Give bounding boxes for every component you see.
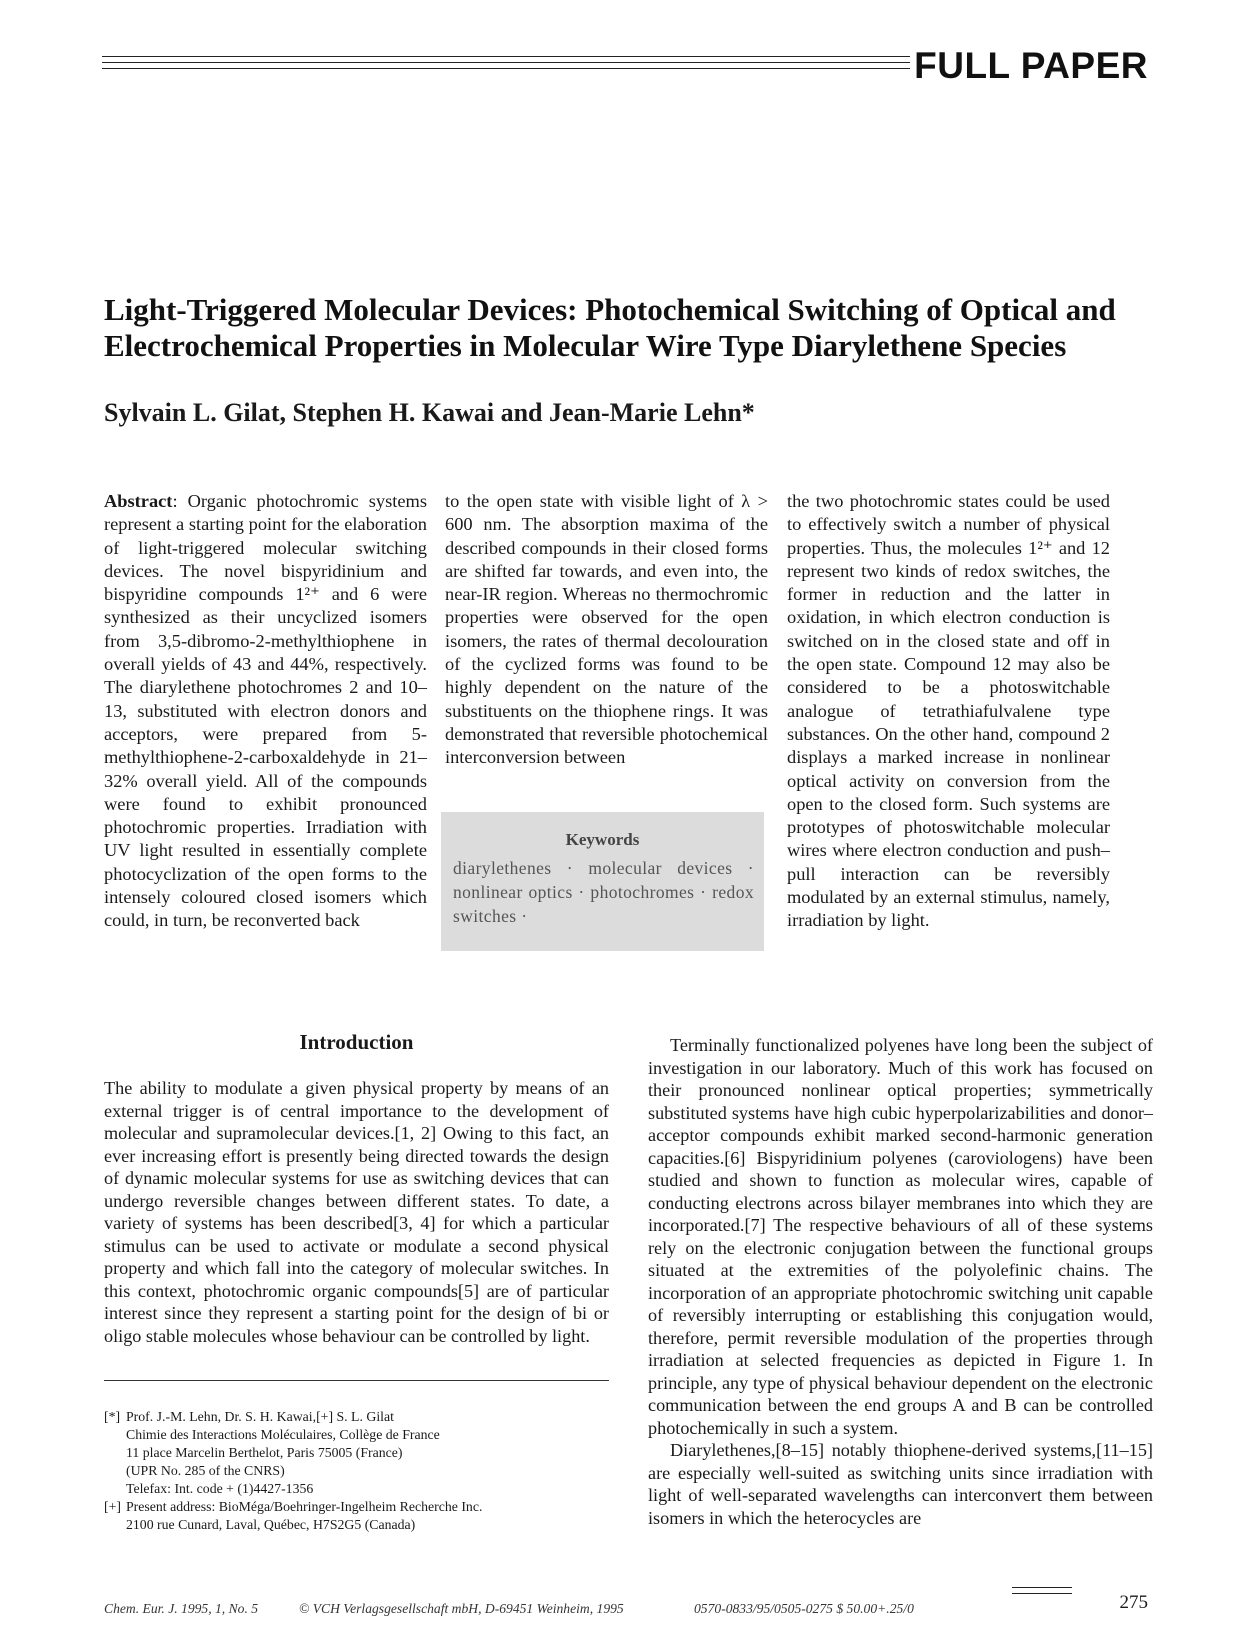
footnote-line: Present address: BioMéga/Boehringer-Ingelheim Recherche Inc.: [126, 1499, 483, 1514]
footnote-rule: [104, 1380, 609, 1381]
footnote-line: 2100 rue Cunard, Laval, Québec, H7S2G5 (Canada): [126, 1517, 416, 1532]
footnote-line: Telefax: Int. code + (1)4427-1356: [126, 1481, 314, 1496]
abstract-text-1: Organic photochromic systems represent a starting point for the elaboration of light-triggered molecular switching devices. The novel bispyridinium and bispyridine compounds 1²⁺ and 6 were synthesized as their uncyclized isomers from 3,5-dibromo-2-methylthiophene in overall yields of 43 and 44%, respectively. The diarylethene photochromes 2 and 10–13, substituted with electron donors and acceptors, were prepared from 5-methylthiophene-2-carboxaldehyde in 21–32% overall yield. All of the compounds were found to exhibit pronounced photochromic properties. Irradiation with UV light resulted in essentially complete photocyclization of the open forms to the intensely coloured closed isomers which could, in turn, be reconverted back: [104, 491, 427, 931]
footnote-line: (UPR No. 285 of the CNRS): [126, 1463, 285, 1478]
abstract-label: Abstract: [104, 491, 173, 511]
introduction-heading: Introduction: [299, 1030, 414, 1054]
header-rule: [102, 56, 910, 78]
footnote-line: 11 place Marcelin Berthelot, Paris 75005 (France): [126, 1445, 403, 1460]
publisher-line: © VCH Verlagsgesellschaft mbH, D-69451 Weinheim, 1995: [299, 1601, 624, 1616]
journal-citation: Chem. Eur. J. 1995, 1, No. 5: [104, 1601, 259, 1616]
page-number: 275: [1119, 1592, 1148, 1613]
paper-title: Light-Triggered Molecular Devices: Photochemical Switching of Optical and Electrochemical Properties in Molecular Wire Type Diarylethene Species: [104, 292, 1116, 363]
paper-authors: Sylvain L. Gilat, Stephen H. Kawai and Jean-Marie Lehn*: [104, 398, 755, 427]
section-label: FULL PAPER: [914, 45, 1148, 86]
introduction-right-column: [648, 1034, 1153, 1529]
keywords-box: [441, 812, 764, 951]
introduction-left-column: [104, 1077, 609, 1347]
page-number-rule: [1012, 1587, 1072, 1599]
keywords-list: diarylethenes · molecular devices · nonlinear optics · photochromes · redox switches ·: [453, 858, 754, 926]
abstract-column-2: to the open state with visible light of λ > 600 nm. The absorption maxima of the described compounds in their closed forms are shifted far towards, and even into, the near-IR region. Whereas no thermochromic properties were observed for the open isomers, the rates of thermal decolouration of the cyclized forms was found to be highly dependent on the nature of the substituents on the thiophene rings. It was demonstrated that reversible photochemical interconversion between: [445, 491, 768, 768]
page-footer: [104, 1601, 1009, 1617]
article-code: 0570-0833/95/0505-0275 $ 50.00+.25/0: [694, 1601, 914, 1616]
abstract-column-3: the two photochromic states could be used to effectively switch a number of physical properties. Thus, the molecules 1²⁺ and 12 represent two kinds of redox switches, the former in reduction and the latter in oxidation, in which electron conduction is switched on in the closed state and off in the open state. Compound 12 may also be considered to be a photoswitchable analogue of tetrathiafulvalene type substances. On the other hand, compound 2 displays a marked increase in nonlinear optical activity on conversion from the open to the closed form. Such systems are prototypes of photoswitchable molecular wires where electron conduction and push–pull interaction can be reversibly modulated by an external stimulus, namely, irradiation by light.: [787, 491, 1110, 931]
footnote-mark: [*]: [104, 1409, 121, 1424]
introduction-paragraph: The ability to modulate a given physical property by means of an external trigger is of central importance to the development of molecular and supramolecular devices.[1, 2] Owing to this fact, an ever increasing effort is presently being directed towards the design of dynamic molecular systems for use as switching devices that can undergo reversible changes between different states. To date, a variety of systems has been described[3, 4] for which a particular stimulus can be used to activate or modulate a second physical property and which fall into the category of molecular switches. In this context, photochromic organic compounds[5] are of particular interest since they represent a starting point for the design of bi or oligo stable molecules whose behaviour can be controlled by light.: [104, 1078, 609, 1346]
footnote-affiliation: [104, 1408, 609, 1498]
footnote-mark: [+]: [104, 1499, 121, 1514]
footnote-line: Prof. J.-M. Lehn, Dr. S. H. Kawai,[+] S. L. Gilat: [126, 1409, 394, 1424]
introduction-paragraph: Terminally functionalized polyenes have long been the subject of investigation in our laboratory. Much of this work has focused on their pronounced nonlinear optical properties; symmetrically substituted systems have high cubic hyperpolarizabilities and donor–acceptor compounds exhibit marked second-harmonic generation capacities.[6] Bispyridinium polyenes (caroviologens) have been studied and shown to function as molecular wires, capable of conducting electrons across bilayer membranes into which they are incorporated.[7] The respective behaviours of all of these systems rely on the electronic conjugation between the functional groups situated at the extremities of the polyolefinic chains. The incorporation of an appropriate photochromic switching unit capable of reversibly interrupting or establishing this conjugation would, therefore, permit reversible modulation of the properties through irradiation at selected frequencies as depicted in Figure 1. In principle, any type of physical behaviour dependent on the electronic communication between the end groups A and B can be controlled photochemically in such a system.: [648, 1035, 1153, 1438]
abstract-column-1: Abstract: Organic photochromic systems represent a starting point for the elaboration of light-triggered molecular switching devices. The novel bispyridinium and bispyridine compounds 1²⁺ and 6 were synthesized as their uncyclized isomers from 3,5-dibromo-2-methylthiophene in overall yields of 43 and 44%, respectively. The diarylethene photochromes 2 and 10–13, substituted with electron donors and acceptors, were prepared from 5-methylthiophene-2-carboxaldehyde in 21–32% overall yield. All of the compounds were found to exhibit pronounced photochromic properties. Irradiation with UV light resulted in essentially complete photocyclization of the open forms to the intensely coloured closed isomers which could, in turn, be reconverted back: [104, 491, 427, 931]
footnote-line: Chimie des Interactions Moléculaires, Collège de France: [126, 1427, 440, 1442]
keywords-heading: Keywords: [565, 830, 640, 849]
introduction-paragraph: Diarylethenes,[8–15] notably thiophene-derived systems,[11–15] are especially well-suited as switching units since irradiation with light of well-separated wavelengths can interconvert them between isomers in which the heterocycles are: [648, 1440, 1153, 1528]
footnote-present-address: [104, 1498, 609, 1534]
